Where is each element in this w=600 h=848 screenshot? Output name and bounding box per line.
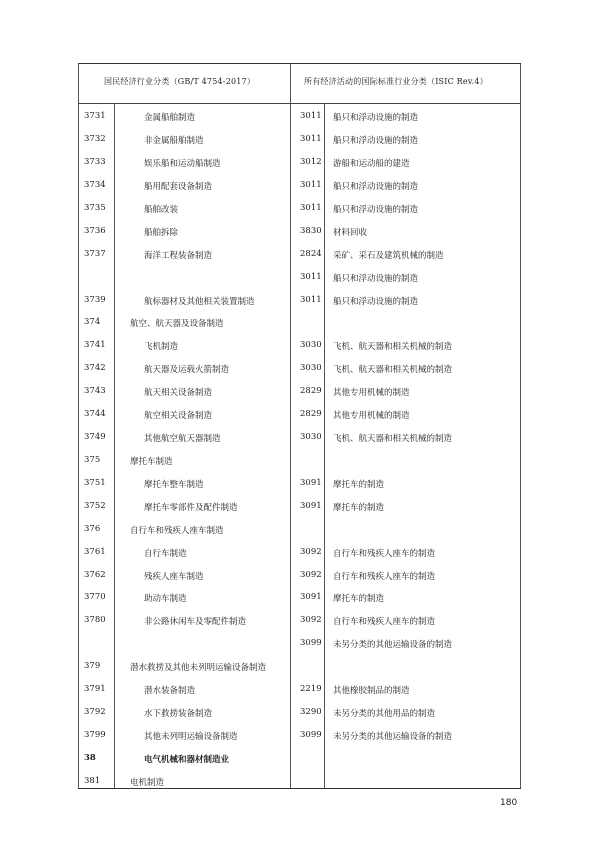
gb-code: 3770 <box>84 592 106 602</box>
table-row <box>78 496 521 518</box>
header-separator <box>78 103 521 104</box>
isic-name: 飞机、航天器和相关机械的制造 <box>333 434 453 444</box>
gb-code: 3731 <box>84 111 106 121</box>
gb-name: 船舶改装 <box>144 205 179 215</box>
gb-code: 3792 <box>84 707 106 717</box>
table-row <box>78 221 521 243</box>
isic-code: 3290 <box>300 707 322 717</box>
gb-code: 3780 <box>84 615 106 625</box>
gb-code: 3751 <box>84 478 106 488</box>
isic-code: 3099 <box>300 730 322 740</box>
isic-code: 3011 <box>300 111 322 121</box>
gb-name: 电机制造 <box>130 778 165 788</box>
table-row <box>78 312 521 334</box>
isic-name: 其他专用机械的制造 <box>333 388 410 398</box>
table-row <box>78 473 521 495</box>
isic-code: 2829 <box>300 409 322 419</box>
gb-code: 3749 <box>84 432 106 442</box>
gb-name: 娱乐船和运动船制造 <box>144 159 221 169</box>
gb-name: 摩托车零部件及配件制造 <box>144 503 238 513</box>
table-row <box>78 404 521 426</box>
isic-name: 自行车和残疾人座车的制造 <box>333 617 436 627</box>
gb-name: 非公路休闲车及零配件制造 <box>144 617 247 627</box>
isic-name: 其他橡胶制品的制造 <box>333 686 410 696</box>
gb-name: 助动车制造 <box>144 594 187 604</box>
table-row <box>78 565 521 587</box>
isic-name: 飞机、航天器和相关机械的制造 <box>333 342 453 352</box>
gb-code: 3791 <box>84 684 106 694</box>
gb-name: 潜水装备制造 <box>144 686 196 696</box>
gb-code: 3762 <box>84 570 106 580</box>
table-row <box>78 175 521 197</box>
gb-code: 381 <box>84 776 101 786</box>
isic-name: 游船和运动船的建造 <box>333 159 410 169</box>
gb-code: 3761 <box>84 547 106 557</box>
gb-name: 非金属船舶制造 <box>144 136 204 146</box>
gb-name: 摩托车整车制造 <box>144 480 204 490</box>
isic-code: 3092 <box>300 570 322 580</box>
gb-name: 航空相关设备制造 <box>144 411 213 421</box>
table-row <box>78 335 521 357</box>
isic-name: 船只和浮动设施的制造 <box>333 274 419 284</box>
isic-name: 其他专用机械的制造 <box>333 411 410 421</box>
gb-code: 3739 <box>84 295 106 305</box>
gb-code: 3733 <box>84 157 106 167</box>
table-row <box>78 542 521 564</box>
gb-name: 电气机械和器材制造业 <box>144 755 230 765</box>
gb-name: 海洋工程装备制造 <box>144 251 213 261</box>
isic-code: 3030 <box>300 432 322 442</box>
gb-name: 金属船舶制造 <box>144 113 196 123</box>
gb-code: 3743 <box>84 386 106 396</box>
gb-code: 3742 <box>84 363 106 373</box>
gb-name: 飞机制造 <box>144 342 179 352</box>
isic-code: 3011 <box>300 134 322 144</box>
isic-code: 2219 <box>300 684 322 694</box>
isic-name: 未另分类的其他运输设备的制造 <box>333 640 453 650</box>
isic-name: 船只和浮动设施的制造 <box>333 136 419 146</box>
table-row <box>78 129 521 151</box>
gb-name: 航天器及运载火箭制造 <box>144 365 230 375</box>
table-row <box>78 152 521 174</box>
table-row <box>78 610 521 632</box>
isic-code: 3092 <box>300 547 322 557</box>
gb-name: 潜水救捞及其他未列明运输设备制造 <box>130 663 267 673</box>
isic-code: 3091 <box>300 592 322 602</box>
isic-name: 未另分类的其他运输设备的制造 <box>333 732 453 742</box>
gb-name: 航标器材及其他相关装置制造 <box>144 297 255 307</box>
isic-name: 摩托车的制造 <box>333 503 385 513</box>
isic-name: 材料回收 <box>333 228 368 238</box>
isic-code: 3030 <box>300 340 322 350</box>
table-row <box>78 519 521 541</box>
table-row <box>78 381 521 403</box>
table-row <box>78 725 521 747</box>
table-row <box>78 679 521 701</box>
isic-code: 3091 <box>300 501 322 511</box>
gb-name: 自行车制造 <box>144 549 187 559</box>
isic-name: 飞机、航天器和相关机械的制造 <box>333 365 453 375</box>
isic-name: 船只和浮动设施的制造 <box>333 205 419 215</box>
gb-name: 自行车和残疾人座车制造 <box>130 526 224 536</box>
gb-name: 残疾人座车制造 <box>144 572 204 582</box>
gb-code: 3799 <box>84 730 106 740</box>
isic-code: 3092 <box>300 615 322 625</box>
table-row <box>78 702 521 724</box>
gb-name: 其他航空航天器制造 <box>144 434 221 444</box>
header-isic-classification: 所有经济活动的国际标准行业分类（ISIC Rev.4） <box>304 77 488 86</box>
isic-name: 船只和浮动设施的制造 <box>333 113 419 123</box>
table-row <box>78 106 521 128</box>
isic-name: 船只和浮动设施的制造 <box>333 182 419 192</box>
gb-code: 374 <box>84 317 101 327</box>
table-row <box>78 633 521 655</box>
gb-code: 3741 <box>84 340 106 350</box>
table-row <box>78 587 521 609</box>
gb-code: 3744 <box>84 409 106 419</box>
table-row <box>78 358 521 380</box>
isic-name: 自行车和残疾人座车的制造 <box>333 549 436 559</box>
gb-name: 船用配套设备制造 <box>144 182 213 192</box>
gb-name: 航空、航天器及设备制造 <box>130 319 224 329</box>
table-row <box>78 244 521 266</box>
isic-code: 2824 <box>300 249 322 259</box>
isic-name: 采矿、采石及建筑机械的制造 <box>333 251 444 261</box>
gb-name: 船舶拆除 <box>144 228 179 238</box>
table-row <box>78 427 521 449</box>
gb-name: 摩托车制造 <box>130 457 173 467</box>
table-row <box>78 198 521 220</box>
gb-code: 379 <box>84 661 101 671</box>
isic-code: 2829 <box>300 386 322 396</box>
isic-code: 3011 <box>300 180 322 190</box>
isic-code: 3012 <box>300 157 322 167</box>
gb-code: 38 <box>84 753 96 763</box>
isic-code: 3091 <box>300 478 322 488</box>
gb-code: 3752 <box>84 501 106 511</box>
gb-name: 水下救捞装备制造 <box>144 709 213 719</box>
isic-name: 摩托车的制造 <box>333 480 385 490</box>
gb-name: 航天相关设备制造 <box>144 388 213 398</box>
isic-name: 自行车和残疾人座车的制造 <box>333 572 436 582</box>
gb-code: 376 <box>84 524 101 534</box>
isic-code: 3030 <box>300 363 322 373</box>
isic-name: 未另分类的其他用品的制造 <box>333 709 436 719</box>
table-row <box>78 748 521 770</box>
isic-code: 3099 <box>300 638 322 648</box>
isic-code: 3011 <box>300 203 322 213</box>
table-row <box>78 656 521 678</box>
gb-code: 375 <box>84 455 101 465</box>
gb-code: 3736 <box>84 226 106 236</box>
isic-name: 摩托车的制造 <box>333 594 385 604</box>
gb-code: 3737 <box>84 249 106 259</box>
classification-table <box>78 63 521 789</box>
isic-name: 船只和浮动设施的制造 <box>333 297 419 307</box>
table-row <box>78 290 521 312</box>
isic-code: 3830 <box>300 226 322 236</box>
isic-code: 3011 <box>300 295 322 305</box>
table-row <box>78 450 521 472</box>
gb-name: 其他未列明运输设备制造 <box>144 732 238 742</box>
table-row <box>78 771 521 793</box>
isic-code: 3011 <box>300 272 322 282</box>
header-gb-classification: 国民经济行业分类（GB/T 4754-2017） <box>104 77 256 86</box>
page-number: 180 <box>500 798 518 808</box>
gb-code: 3735 <box>84 203 106 213</box>
table-row <box>78 267 521 289</box>
gb-code: 3734 <box>84 180 106 190</box>
gb-code: 3732 <box>84 134 106 144</box>
